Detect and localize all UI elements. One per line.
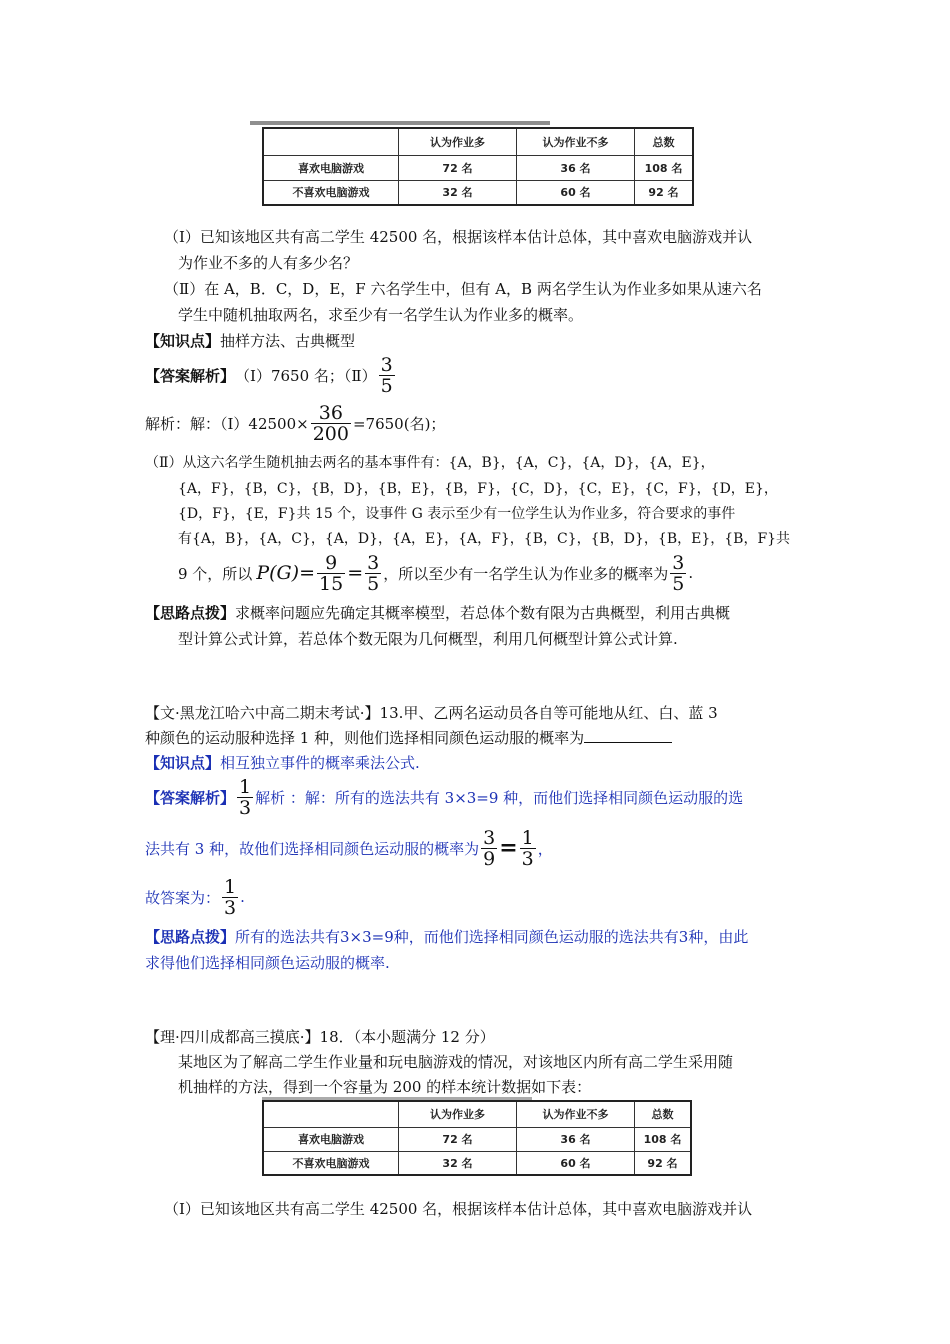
q1-part1-line1: （I）已知该地区共有高二学生 42500 名，根据该样本估计总体，其中喜欢电脑游戏并认 (164, 228, 753, 246)
answer-text: 解析 ：解：所有的选法共有 3×3=9 种，而他们选择相同颜色运动服的选 (255, 788, 744, 807)
q13-header-line2 (145, 727, 672, 748)
tip-text: 求概率问题应先确定其概率模型，若总体个数有限为古典概型，利用古典概 (235, 604, 731, 622)
table-header-cell: 认为作业不多 (517, 128, 635, 155)
sol2-prefix: 9 个，所以 (178, 564, 253, 583)
fraction-denominator: 3 (224, 896, 237, 919)
solution-suffix: =7650(名)； (352, 414, 446, 433)
fraction-denominator: 3 (239, 796, 252, 819)
sol2-fraction-3 (670, 553, 686, 594)
q1-answer-line (145, 352, 397, 398)
table-cell: 不喜欢电脑游戏 (263, 180, 399, 205)
fraction-numerator: 1 (521, 826, 534, 849)
q1-knowledge-line (145, 330, 355, 351)
table-header-cell: 总数 (635, 128, 694, 155)
table-cell: 72 名 (399, 155, 517, 180)
q18-intro-line1: 某地区为了解高二学生作业量和玩电脑游戏的情况，对该地区内所有高二学生采用随 (178, 1053, 734, 1071)
table-header-cell: 总数 (635, 1101, 692, 1127)
q1-sol2-line3: {D，F}，{E，F}共 15 个，设事件 G 表示至少有一位学生认为作业多，符合要求的事件 (178, 506, 736, 522)
table-cell: 36 名 (517, 155, 635, 180)
q13-tip-line2: 求得他们选择相同颜色运动服的概率. (145, 954, 390, 972)
answer-tag: 【答案解析】 (145, 366, 236, 385)
q18-intro-line2: 机抽样的方法，得到一个容量为 200 的样本统计数据如下表： (178, 1078, 592, 1096)
table-cell: 32 名 (399, 180, 517, 205)
sol2-fraction-2 (365, 553, 381, 594)
table-cell: 92 名 (635, 180, 694, 205)
fraction-numerator: 1 (224, 875, 237, 898)
fraction-numerator: 3 (367, 551, 380, 574)
table-header-cell (263, 1101, 399, 1127)
q13-line3 (145, 873, 245, 921)
fraction-numerator: 1 (239, 775, 252, 798)
fraction-denominator: 9 (483, 847, 496, 870)
equals-sign: = (347, 562, 364, 584)
table-cell: 108 名 (635, 1127, 692, 1151)
table-row (263, 1127, 691, 1151)
solution-fraction (311, 403, 351, 444)
fraction-numerator: 3 (483, 826, 496, 849)
q13-answer-line (145, 774, 743, 820)
answer-fraction (379, 355, 395, 396)
table-cell: 喜欢电脑游戏 (263, 1127, 399, 1151)
q13-line2 (145, 824, 553, 872)
q1-tip-line2: 型计算公式计算，若总体个数无限为几何概型，利用几何概型计算公式计算. (178, 630, 678, 648)
answer-tag: 【答案解析】 (145, 788, 236, 807)
equals-sign: = (299, 562, 316, 584)
q1-part1-line2: 为作业不多的人有多少名？ (178, 254, 359, 272)
solution-prefix: 解析：解：（I）42500× (145, 414, 309, 433)
table-row (263, 155, 693, 180)
fraction-denominator: 5 (380, 374, 393, 397)
tip-tag: 【思路点拨】 (145, 604, 236, 622)
fraction-denominator: 3 (521, 847, 534, 870)
table-cell: 36 名 (517, 1127, 635, 1151)
sol2-fraction-1 (317, 553, 345, 594)
stats-table-top (262, 127, 694, 206)
q13-fraction-1 (481, 828, 497, 869)
q13-line2-text: 法共有 3 种，故他们选择相同颜色运动服的概率为 (145, 839, 480, 858)
fraction-denominator: 5 (367, 572, 380, 595)
table-cell: 60 名 (517, 1151, 635, 1175)
tip-tag: 【思路点拨】 (145, 928, 236, 946)
table-row (263, 180, 693, 205)
fraction-numerator: 9 (325, 551, 338, 574)
knowledge-tag: 【知识点】 (145, 332, 221, 350)
table-cell: 108 名 (635, 155, 694, 180)
q13-fraction-3 (222, 877, 238, 918)
fraction-numerator: 3 (380, 353, 393, 376)
q13-fraction-2 (520, 828, 536, 869)
equals-sign: = (499, 835, 518, 861)
tip-text: 所有的选法共有3×3=9种，而他们选择相同颜色运动服的选法共有3种，由此 (235, 928, 749, 946)
table-header-cell (263, 128, 399, 155)
q13-question-text: 种颜色的运动服种选择 1 种，则他们选择相同颜色运动服的概率为 (145, 729, 585, 747)
knowledge-text: 相互独立事件的概率乘法公式. (220, 754, 420, 772)
sol2-end: . (688, 564, 694, 582)
fraction-denominator: 5 (672, 572, 685, 595)
fraction-denominator: 200 (312, 422, 349, 445)
q1-solution-line (145, 400, 445, 446)
fraction-numerator: 3 (672, 551, 685, 574)
q1-sol2-line2: {A，F}，{B，C}，{B，D}，{B，E}，{B，F}，{C，D}，{C，E}，{C，F}，{D，E}， (178, 481, 778, 497)
table-cell: 不喜欢电脑游戏 (263, 1151, 399, 1175)
table-header-cell: 认为作业多 (399, 1101, 517, 1127)
stats-table-bottom (262, 1100, 692, 1176)
table-header-cell: 认为作业多 (399, 128, 517, 155)
fraction-denominator: 15 (319, 572, 344, 595)
table-cell: 72 名 (399, 1127, 517, 1151)
table-cell: 喜欢电脑游戏 (263, 155, 399, 180)
knowledge-text: 抽样方法、古典概型 (220, 332, 356, 350)
q1-sol2-line1: （Ⅱ）从这六名学生随机抽去两名的基本事件有：{A，B}，{A，C}，{A，D}，{A，E}， (145, 455, 715, 471)
q18-part1-line1: （I）已知该地区共有高二学生 42500 名，根据该样本估计总体，其中喜欢电脑游戏并认 (164, 1200, 753, 1218)
table-header-cell: 认为作业不多 (517, 1101, 635, 1127)
probability-PG: P(G) (256, 562, 300, 584)
answer-blank (584, 728, 672, 743)
q1-tip-line1 (145, 602, 730, 623)
knowledge-tag: 【知识点】 (145, 754, 221, 772)
q13-tip-line1 (145, 926, 748, 947)
q13-header-line1: 【文·黑龙江哈六中高二期末考试·】13.甲、乙两名运动员各自等可能地从红、白、蓝 3 (145, 704, 718, 722)
q18-header: 【理·四川成都高三摸底·】18．（本小题满分 12 分） (145, 1028, 495, 1046)
q1-part2-line1: （Ⅱ）在 A，B．C，D，E，F 六名学生中，但有 A，B 两名学生认为作业多如果从速六名 (164, 280, 762, 298)
q13-line2-end: ， (537, 839, 553, 858)
table-cell: 60 名 (517, 180, 635, 205)
q1-sol2-line4: 有{A，B}，{A，C}，{A，D}，{A，E}，{A，F}，{B，C}，{B，D}，{B，E}，{B，F}共 (178, 531, 791, 547)
fraction-numerator: 36 (318, 401, 343, 424)
answer-text: （I）7650 名；（Ⅱ） (235, 366, 377, 385)
answer-fraction (237, 777, 253, 818)
q13-line3-text: 故答案为： (145, 888, 221, 907)
sol2-mid: ，所以至少有一名学生认为作业多的概率为 (383, 564, 669, 583)
q13-knowledge-line (145, 752, 420, 773)
q13-line3-end: . (240, 888, 245, 906)
table-row (263, 1151, 691, 1175)
q1-sol2-line5 (178, 549, 693, 597)
table-crop-edge (250, 121, 550, 125)
q1-part2-line2: 学生中随机抽取两名，求至少有一名学生认为作业多的概率。 (178, 306, 584, 324)
table-cell: 92 名 (635, 1151, 692, 1175)
table-cell: 32 名 (399, 1151, 517, 1175)
